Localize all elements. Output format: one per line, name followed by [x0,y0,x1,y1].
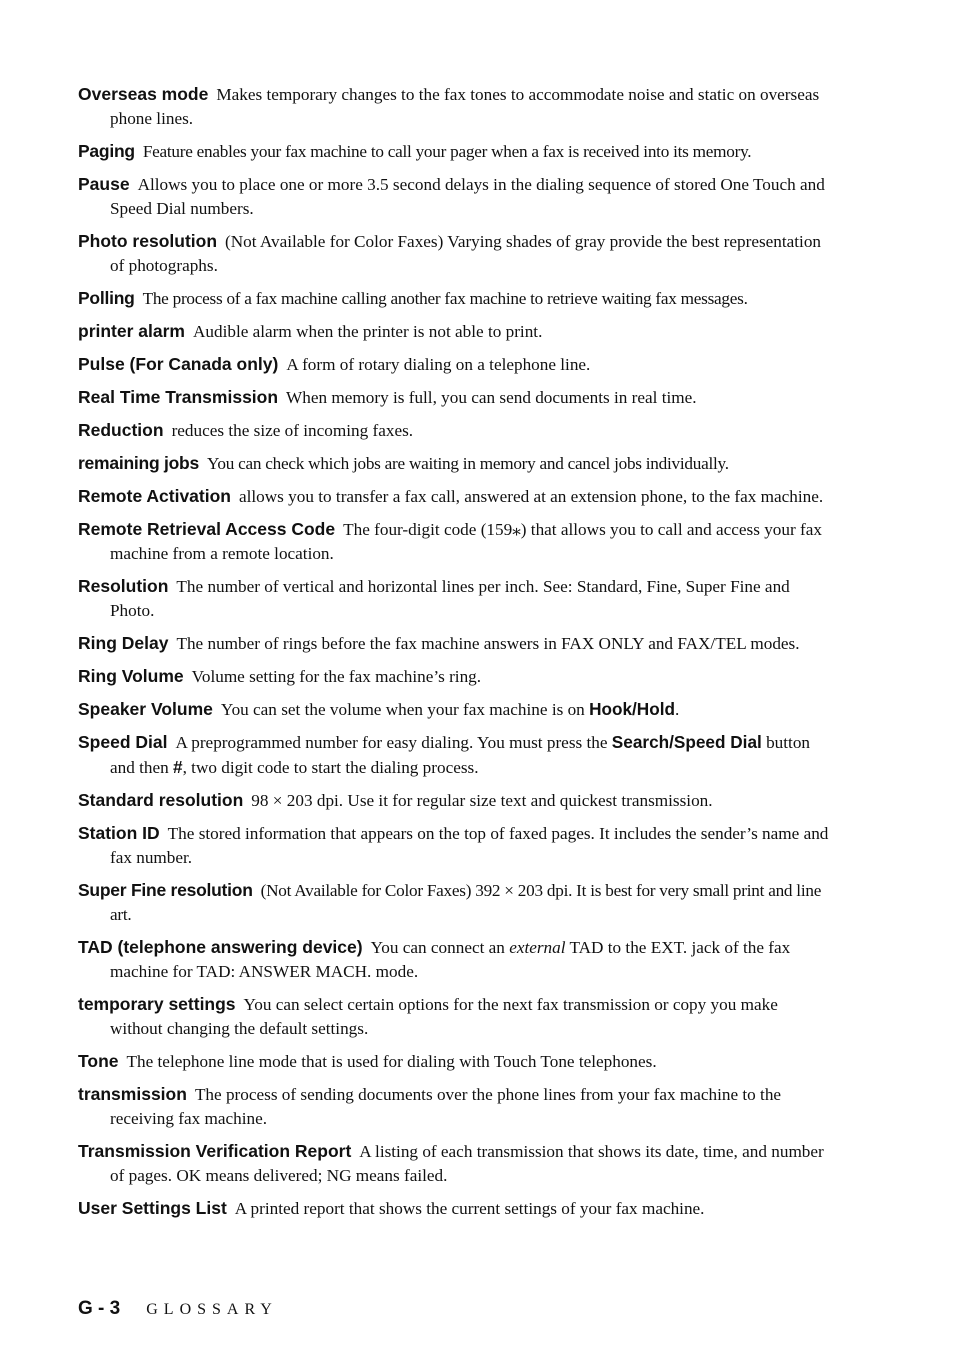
page-number: G - 3 [78,1298,121,1319]
emphasis-external: external [509,938,566,957]
glossary-entry-printer-alarm [78,319,830,344]
glossary-entry-ring-volume [78,664,830,689]
glossary-term: temporary settings [78,994,236,1014]
glossary-term: Speed Dial [78,732,168,752]
glossary-definition-end: , two digit code to start the dialing process. [182,758,479,777]
glossary-definition-end: . [675,700,680,719]
glossary-definition: A printed report that shows the current settings of your fax machine. [234,1199,705,1218]
glossary-term: Resolution [78,576,169,596]
glossary-definition: Volume setting for the fax machine’s ring. [191,667,482,686]
glossary-term: transmission [78,1084,187,1104]
glossary-definition: The four-digit code (159⁎) that allows you to call and access your fax machine from a remote location. [110,520,822,563]
hook-hold-key-name: Hook/Hold [589,699,675,719]
section-title: GLOSSARY [146,1301,278,1318]
glossary-term: Ring Delay [78,633,169,653]
glossary-definition: When memory is full, you can send documents in real time. [286,388,697,407]
glossary-entry-transmission [78,1082,830,1131]
glossary-entry-station-id [78,821,830,870]
glossary-definition: You can connect an [370,938,505,957]
glossary-entry-remote-retrieval-access-code [78,517,830,566]
glossary-entry-speed-dial [78,730,830,780]
glossary-term: Reduction [78,420,164,440]
hash-key-name: # [173,757,183,777]
glossary-entry-user-settings-list [78,1196,830,1221]
glossary-definition: reduces the size of incoming faxes. [171,421,414,440]
glossary-definition: Feature enables your fax machine to call your pager when a fax is received into its memory. [142,142,752,161]
glossary-term: Standard resolution [78,790,244,810]
glossary-definition: You can select certain options for the next fax transmission or copy you make without changing the default settings. [110,995,778,1038]
glossary-definition: A listing of each transmission that shows its date, time, and number of pages. OK means delivered; NG means failed. [110,1142,824,1185]
search-speed-dial-key-name: Search/Speed Dial [611,732,762,752]
glossary-term: Polling [78,288,135,308]
glossary-term: Real Time Transmission [78,387,279,407]
glossary-definition: A form of rotary dialing on a telephone line. [286,355,591,374]
glossary-term: Speaker Volume [78,699,213,719]
glossary-entry-pause [78,172,830,221]
glossary-definition: The telephone line mode that is used for dialing with Touch Tone telephones. [126,1052,657,1071]
glossary-definition: The number of rings before the fax machine answers in FAX ONLY and FAX/TEL modes. [176,634,800,653]
glossary-definition: 98 × 203 dpi. Use it for regular size text and quickest transmission. [251,791,713,810]
glossary-entry-overseas-mode [78,82,830,131]
glossary-term: Overseas mode [78,84,209,104]
glossary-entry-speaker-volume [78,697,830,722]
glossary-definition: (Not Available for Color Faxes) Varying shades of gray provide the best representation of photographs. [110,232,822,275]
glossary-entry-ring-delay [78,631,830,656]
glossary-definition: The number of vertical and horizontal lines per inch. See: Standard, Fine, Super Fine and Photo. [110,577,790,620]
glossary-entry-paging [78,139,830,164]
glossary-definition: Makes temporary changes to the fax tones to accommodate noise and static on overseas phone lines. [110,85,820,128]
glossary-entry-remote-activation [78,484,830,509]
glossary-term: Pulse (For Canada only) [78,354,279,374]
glossary-entry-remaining-jobs [78,451,830,476]
glossary-body [78,82,830,1229]
glossary-entry-standard-resolution [78,788,830,813]
glossary-definition: (Not Available for Color Faxes) 392 × 203 dpi. It is best for very small print and line art. [110,881,822,924]
glossary-term: Station ID [78,823,160,843]
glossary-entry-resolution [78,574,830,623]
glossary-definition-end: TAD to the EXT. jack of the fax machine for TAD: ANSWER MACH. mode. [110,938,791,981]
glossary-term: Ring Volume [78,666,184,686]
glossary-term: Remote Activation [78,486,231,506]
glossary-entry-pulse [78,352,830,377]
glossary-entry-tad [78,935,830,984]
page-footer [78,1298,278,1320]
glossary-entry-photo-resolution [78,229,830,278]
glossary-entry-reduction [78,418,830,443]
glossary-term: remaining jobs [78,453,199,473]
glossary-term: Transmission Verification Report [78,1141,352,1161]
glossary-term: Pause [78,174,130,194]
glossary-term: Paging [78,141,135,161]
glossary-definition: The process of sending documents over the phone lines from your fax machine to the receiving fax machine. [110,1085,782,1128]
glossary-entry-real-time-transmission [78,385,830,410]
glossary-definition: The process of a fax machine calling another fax machine to retrieve waiting fax messages. [142,289,748,308]
glossary-entry-polling [78,286,830,311]
glossary-definition: A preprogrammed number for easy dialing. You must press the [175,733,608,752]
glossary-term: User Settings List [78,1198,227,1218]
glossary-term: Tone [78,1051,119,1071]
glossary-term: printer alarm [78,321,185,341]
glossary-entry-super-fine-resolution [78,878,830,927]
glossary-entry-temporary-settings [78,992,830,1041]
glossary-definition: allows you to transfer a fax call, answered at an extension phone, to the fax machine. [239,487,824,506]
glossary-definition: Allows you to place one or more 3.5 second delays in the dialing sequence of stored One Touch and Speed Dial numbers. [110,175,825,218]
glossary-definition: You can check which jobs are waiting in memory and cancel jobs individually. [206,454,729,473]
glossary-definition-middle: button and then [110,733,811,777]
glossary-term: TAD (telephone answering device) [78,937,363,957]
glossary-entry-tone [78,1049,830,1074]
glossary-term: Super Fine resolution [78,880,253,900]
glossary-definition: You can set the volume when your fax machine is on [220,700,585,719]
glossary-definition: Audible alarm when the printer is not able to print. [192,322,543,341]
glossary-entry-transmission-verification-report [78,1139,830,1188]
glossary-term: Remote Retrieval Access Code [78,519,336,539]
glossary-definition: The stored information that appears on the top of faxed pages. It includes the sender’s name and fax number. [110,824,829,867]
glossary-term: Photo resolution [78,231,218,251]
